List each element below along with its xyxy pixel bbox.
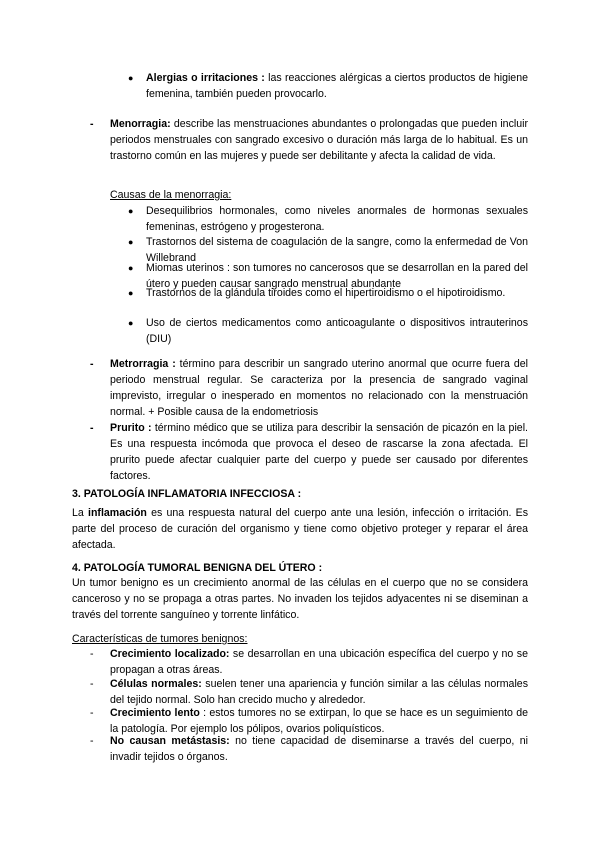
- list-item-text: Alergias o irritaciones : las reacciones alérgicas a ciertos productos de higiene femenina, también pueden provocarlo.: [146, 72, 528, 100]
- section-4-text: Un tumor benigno es un crecimiento anormal de las células en el cuerpo que no se considera canceroso y no se propaga a otras partes. No invaden los tejidos adyacentes ni se diseminan a través del torrente sanguíneo y torrente linfático.: [72, 577, 528, 621]
- bullet-icon: ●: [128, 263, 134, 273]
- bullet-icon: ●: [128, 237, 134, 247]
- definition-text: Prurito : término médico que se utiliza para describir la sensación de picazón en la piel. Es una respuesta incómoda que provoca el deseo de rascarse la zona afectada. El prurito puede afectar cualquier parte del cuerpo y puede ser causado por diferentes factores.: [110, 422, 528, 482]
- list-item: - Crecimiento lento : estos tumores no se extirpan, lo que se hace es un seguimiento de la patología. Por ejemplo los pólipos, ovarios poliquísticos.: [90, 707, 528, 735]
- list-item: ● Trastornos de la glándula tiroides como el hipertiroidismo o el hipotiroidismo.: [128, 287, 506, 299]
- bullet-icon: ●: [128, 288, 134, 298]
- list-item: ● Uso de ciertos medicamentos como anticoagulante o dispositivos intrauterinos (DIU): [128, 317, 528, 345]
- list-item: ● Trastornos del sistema de coagulación de la sangre, como la enfermedad de Von Willebrand: [128, 236, 528, 264]
- section-3-text: La inflamación es una respuesta natural del cuerpo ante una lesión, infección o irritación. Es parte del proceso de curación del organismo y tiene como objetivo proteger y reparar el área afectada.: [72, 507, 529, 551]
- bullet-icon: ●: [128, 318, 134, 328]
- section-4-title: 4. PATOLOGÍA TUMORAL BENIGNA DEL ÚTERO :: [72, 562, 323, 574]
- definition-text: Menorragia: describe las menstruaciones abundantes o prolongadas que pueden incluir periodos menstruales con sangrado excesivo o duración más larga de lo habitual. Es un trastorno común en las mujeres y puede ser debilitante y afecta la calidad de vida.: [110, 118, 528, 162]
- list-item: - Crecimiento localizado: se desarrollan en una ubicación específica del cuerpo y no se propagan a otras áreas.: [90, 648, 528, 676]
- bullet-icon: ●: [128, 73, 134, 83]
- bullet-icon: ●: [128, 206, 134, 216]
- list-item: ● Desequilibrios hormonales, como niveles anormales de hormonas sexuales femeninas, estrógeno y progesterona.: [128, 205, 528, 233]
- definition-metrorragia: [90, 356, 528, 420]
- list-item: - No causan metástasis: no tiene capacidad de diseminarse a través del cuerpo, ni invadir tejidos o órganos.: [90, 735, 528, 763]
- dash-marker: -: [90, 422, 94, 434]
- list-item: ● Miomas uterinos : son tumores no cancerosos que se desarrollan en la pared del útero y pueden causar sangrado menstrual abundante: [128, 262, 528, 290]
- list-item: - Células normales: suelen tener una apariencia y función similar a las células normales del tejido normal. Solo han crecido mucho y alrededor.: [90, 678, 528, 706]
- dash-marker: -: [90, 678, 94, 690]
- list-item-alergias: [128, 70, 528, 102]
- definition-prurito: [90, 420, 528, 484]
- definition-text: Metrorragia : término para describir un sangrado uterino anormal que ocurre fuera del periodo menstrual regular. Se caracteriza por la presencia de sangrado vaginal imprevisto, irregular o inesperado en momentos no relacionado con la menstruación normal. + Posible causa de la endometriosis: [110, 358, 528, 418]
- caracteristicas-heading: Características de tumores benignos:: [72, 633, 248, 645]
- dash-marker: -: [90, 118, 94, 130]
- dash-marker: -: [90, 707, 94, 719]
- dash-marker: -: [90, 735, 94, 747]
- definition-menorragia: [90, 116, 528, 164]
- causas-heading: Causas de la menorragia:: [110, 189, 232, 201]
- dash-marker: -: [90, 648, 94, 660]
- dash-marker: -: [90, 358, 94, 370]
- section-3-title: 3. PATOLOGÍA INFLAMATORIA INFECCIOSA :: [72, 488, 302, 500]
